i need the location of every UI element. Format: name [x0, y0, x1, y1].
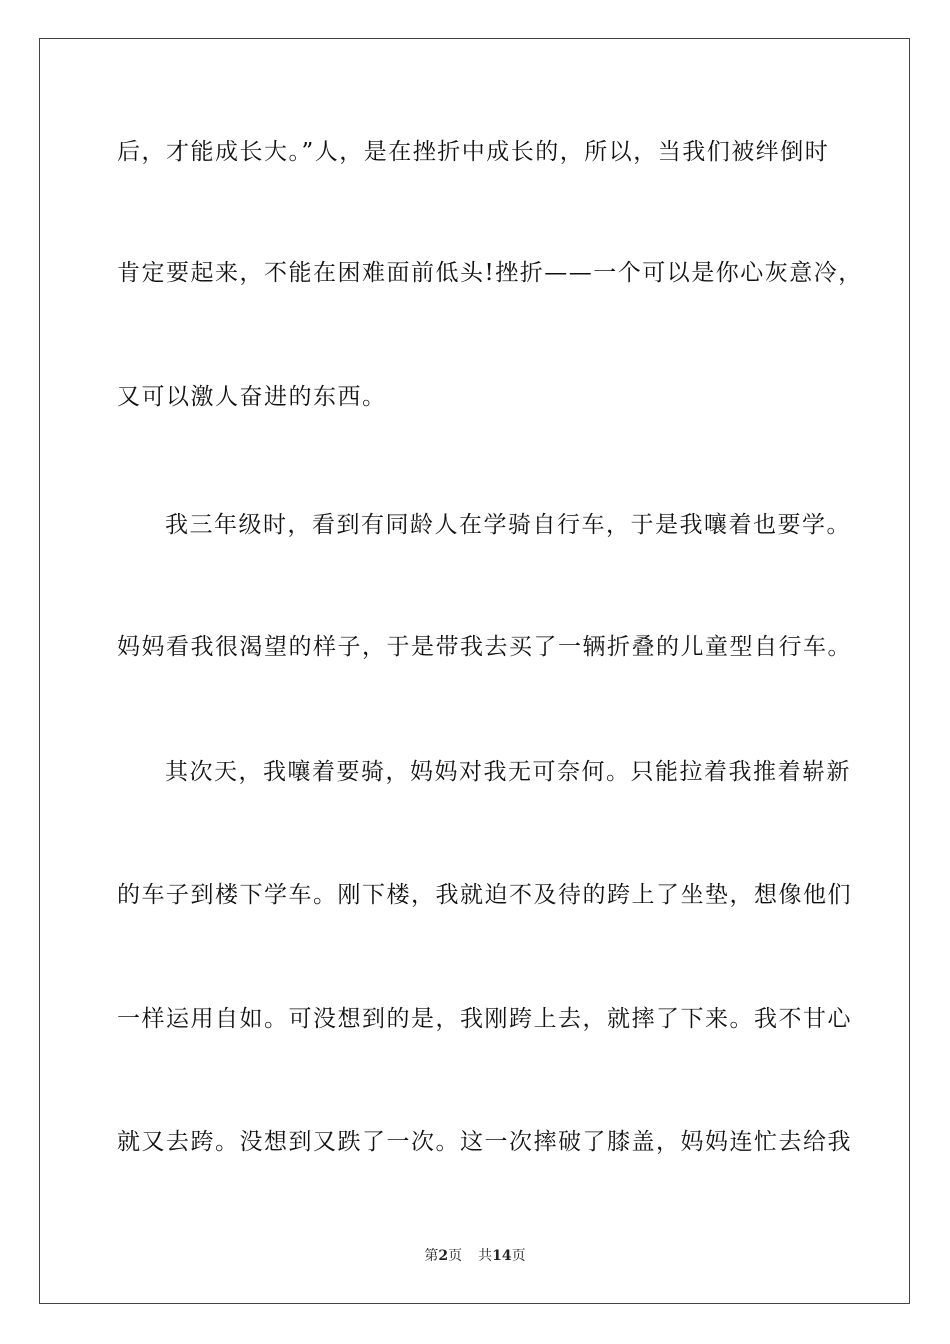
- text-line-5: 妈妈看我很渴望的样子，于是带我去买了一辆折叠的儿童型自行车。: [117, 634, 852, 660]
- total-pages: 14: [492, 1248, 512, 1264]
- text-line-7: 的车子到楼下学车。刚下楼，我就迫不及待的跨上了坐垫，想像他们: [117, 882, 852, 908]
- page-suffix: 页: [448, 1248, 463, 1264]
- page-prefix: 第: [424, 1248, 439, 1264]
- page-footer: [0, 1246, 950, 1266]
- text-line-1: 后，才能成长大。”人，是在挫折中成长的，所以，当我们被绊倒时: [117, 139, 830, 165]
- page-number: 2: [438, 1248, 449, 1264]
- text-line-9: 就又去跨。没想到又跌了一次。这一次摔破了膝盖，妈妈连忙去给我: [117, 1129, 852, 1155]
- text-line-3: 又可以激人奋进的东西。: [117, 384, 387, 410]
- total-suffix: 页: [511, 1248, 526, 1264]
- text-line-2: 肯定要起来，不能在困难面前低头!挫折——一个可以是你心灰意冷，: [117, 260, 863, 286]
- text-line-8: 一样运用自如。可没想到的是，我刚跨上去，就摔了下来。我不甘心: [117, 1006, 852, 1032]
- text-line-4: 我三年级时，看到有同龄人在学骑自行车，于是我嚷着也要学。: [165, 512, 851, 538]
- text-line-6: 其次天，我嚷着要骑，妈妈对我无可奈何。只能拉着我推着崭新: [165, 759, 851, 785]
- page-frame: [39, 38, 910, 1304]
- total-prefix: 共: [478, 1248, 493, 1264]
